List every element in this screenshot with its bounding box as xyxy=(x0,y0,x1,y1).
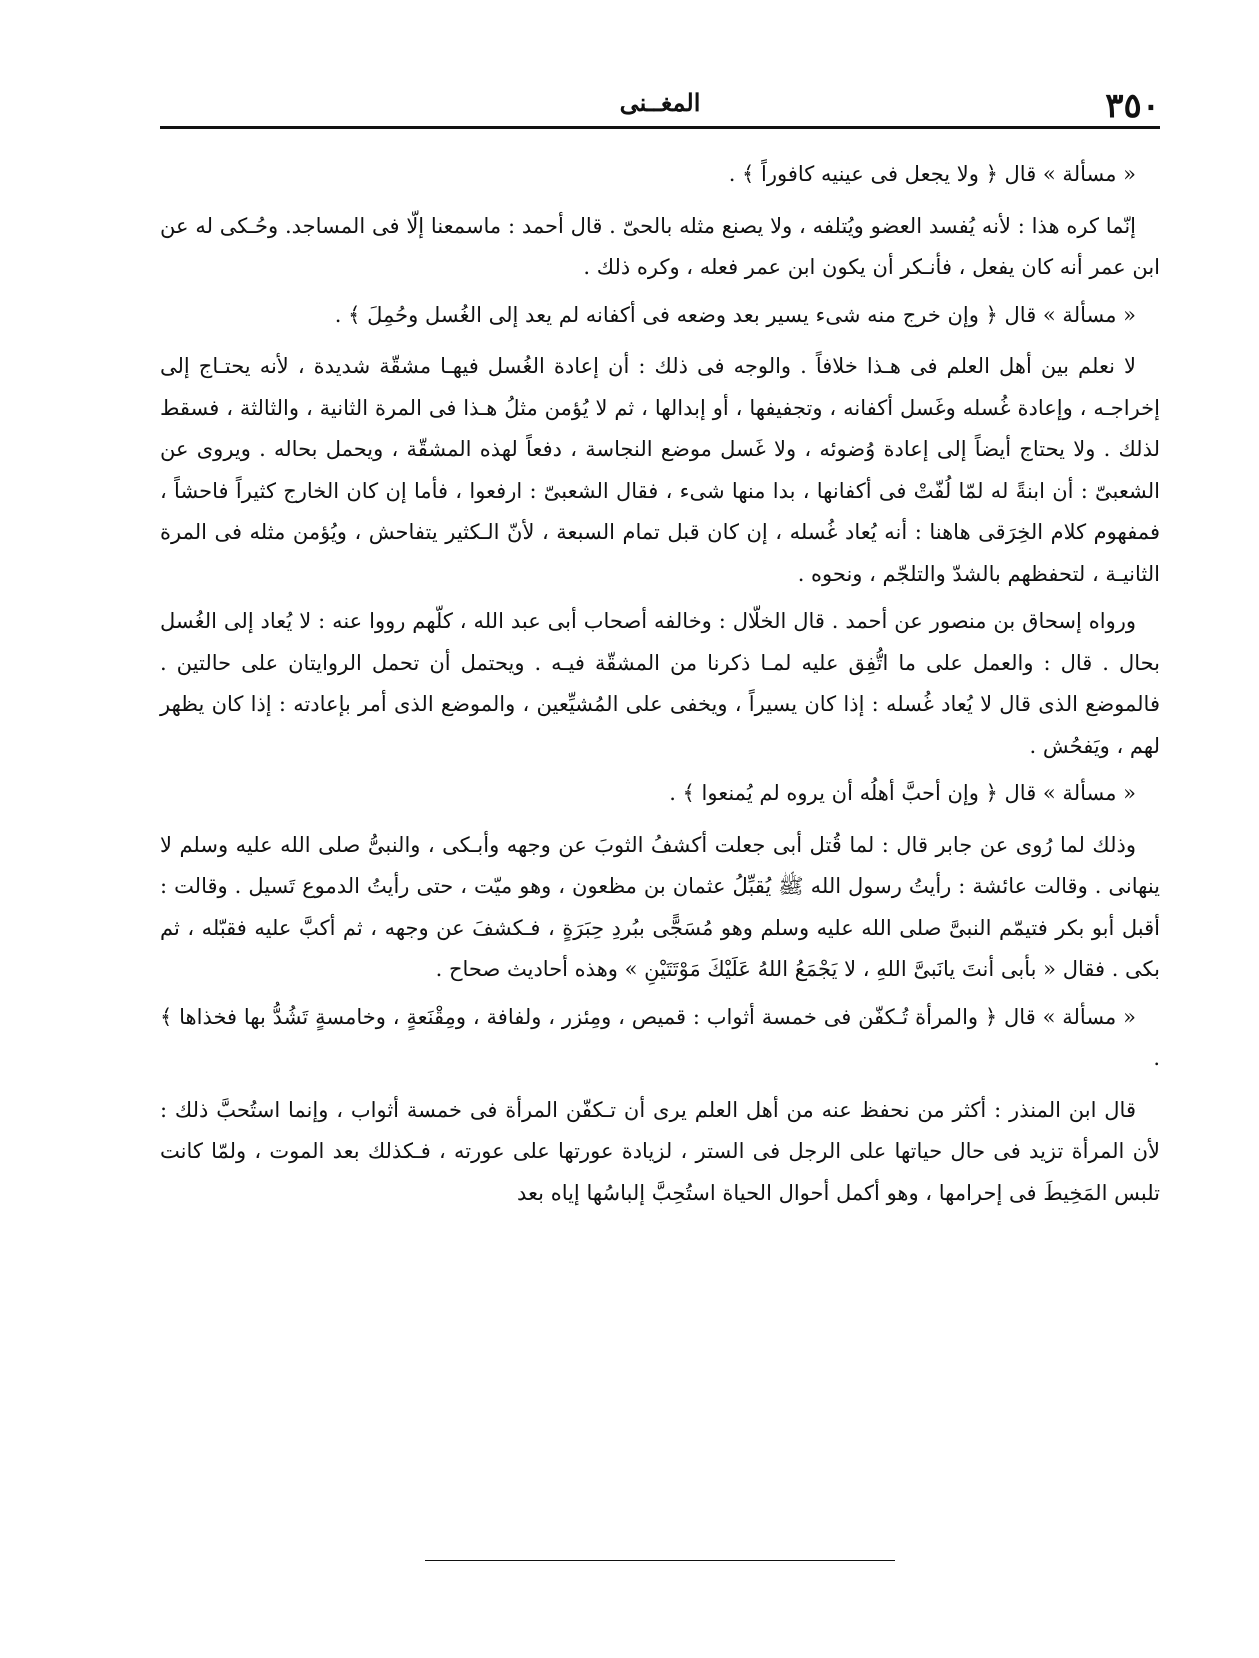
running-title: المغــنى xyxy=(619,88,701,117)
paragraph: لا نعلم بين أهل العلم فى هـذا خلافاً . والوجه فى ذلك : أن إعادة الغُسل فيهـا مشقّة شديدة ، لأنه يحتـاج إلى إخراجـه ، وإعادة غُسله وغَسل أكفانه ، وتجفيفها ، أو إبدالها ، ثم لا يُؤمن مثلُ هـذا فى المرة الثانية ، والثالثة ، فسقط لذلك . ولا يحتاج أيضاً إلى إعادة وُضوئه ، ولا غَسل موضع النجاسة ، دفعاً لهذه المشقّة ، ويحمل بحاله . ويروى عن الشعبىّ : أن ابنةً له لمّا لُفّتْ فى أكفانها ، بدا منها شىء ، فقال الشعبىّ : ارفعوا ، فأما إن كان الخارج كثيراً فاحشاً ، فمفهوم كلام الخِرَقى هاهنا : أنه يُعاد غُسله ، إن كان قبل تمام السبعة ، لأنّ الـكثير يتفاحش ، ويُؤمن مثله فى المرة الثانيـة ، لتحفظهم بالشدّ والتلجّم ، ونحوه . xyxy=(160,354,1160,586)
page-number: ٣٥٠ xyxy=(1105,86,1160,126)
issue-heading: « مسألة » قال ﴿ ولا يجعل فى عينيه كافوراً ﴾ . xyxy=(728,162,1136,186)
issue-heading: « مسألة » قال ﴿ والمرأة تُـكفّن فى خمسة أثواب : قميص ، ومِئزر ، ولفافة ، ومِقْنَعةٍ ، وخامسةٍ تَشُدُّ بها فخذاها ﴾ . xyxy=(160,1004,1160,1070)
issue-heading: « مسألة » قال ﴿ وإن أحبَّ أهلُه أن يروه لم يُمنعوا ﴾ . xyxy=(669,781,1136,805)
page-body xyxy=(160,150,1160,1220)
paragraph: قال ابن المنذر : أكثر من نحفظ عنه من أهل العلم يرى أن تـكفّن المرأة فى خمسة أثواب ، وإنما استُحبَّ ذلك : لأن المرأة تزيد فى حال حياتها على الرجل فى الستر ، لزيادة عورتها على عورته ، فـكذلك بعد الموت ، ولمّا كانت تلبس المَخِيطَ فى إحرامها ، وهو أكمل أحوال الحياة استُحِبَّ إلباسُها إياه بعد xyxy=(160,1097,1160,1205)
page-header xyxy=(160,72,1160,130)
paragraph: ورواه إسحاق بن منصور عن أحمد . قال الخلّال : وخالفه أصحاب أبى عبد الله ، كلّهم رووا عنه : لا يُعاد إلى الغُسل بحال . قال : والعمل على ما اتُّفِق عليه لمـا ذكرنا من المشقّة فيـه . ويحتمل أن تحمل الروايتان على حالتين . فالموضع الذى قال لا يُعاد غُسله : إذا كان يسيراً ، ويخفى على المُشيِّعين ، والموضع الذى أمر بإعادته : إذا كان يظهر لهم ، ويَفحُش . xyxy=(160,609,1160,758)
footer-rule xyxy=(425,1560,895,1561)
book-page xyxy=(160,72,1160,1632)
issue-heading: « مسألة » قال ﴿ وإن خرج منه شىء يسير بعد وضعه فى أكفانه لم يعد إلى الغُسل وحُمِلَ ﴾ . xyxy=(334,302,1136,327)
paragraph: إنّما كره هذا : لأنه يُفسد العضو ويُتلفه ، ولا يصنع مثله بالحىّ . قال أحمد : ماسمعنا إلّا فى المساجد. وحُـكى له عن ابن عمر أنه كان يفعل ، فأنـكر أن يكون ابن عمر فعله ، وكره ذلك . xyxy=(160,213,1160,279)
paragraph: وذلك لما رُوى عن جابر قال : لما قُتل أبى جعلت أكشفُ الثوبَ عن وجهه وأبـكى ، والنبىُّ صلى الله عليه وسلم لا ينهانى . وقالت عائشة : رأيتُ رسول الله ﷺ يُقبِّلُ عثمان بن مظعون ، وهو ميّت ، حتى رأيتُ الدموع تَسيل . وقالت : أقبل أبو بكر فتيمّم النبىَّ صلى الله عليه وسلم وهو مُسَجًّى ببُردِ حِبَرَةٍ ، فـكشفَ عن وجهه ، ثم أكبَّ عليه فقبّله ، ثم بكى . فقال « بأبى أنتَ يانَبىَّ اللهِ ، لا يَجْمَعُ اللهُ عَلَيْكَ مَوْتَتَيْنِ » وهذه أحاديث صحاح . xyxy=(160,832,1160,981)
header-rule xyxy=(160,126,1160,129)
